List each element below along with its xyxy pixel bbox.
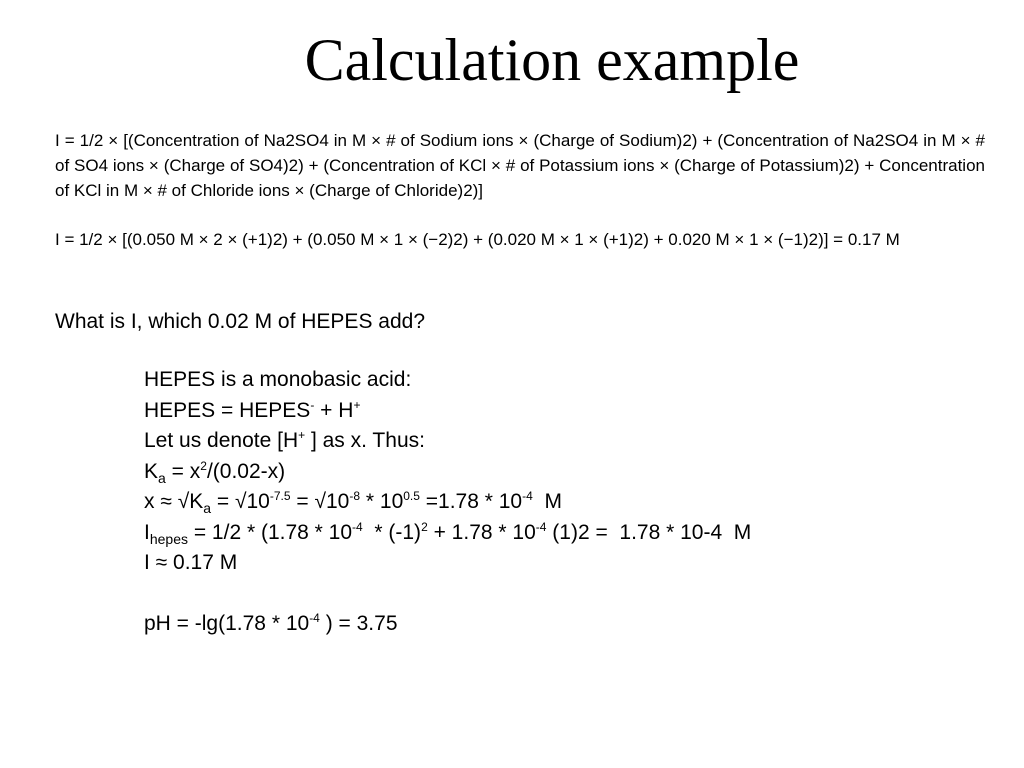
text: + H [314,398,354,422]
superscript: + [353,397,361,412]
text: ) = 3.75 [319,612,398,635]
text: ] as x. Thus: [305,429,425,452]
text: HEPES is a monobasic acid: [144,368,412,391]
line-dissociation [144,396,751,427]
superscript: -4 [535,519,547,534]
slide-title: Calculation example [304,27,800,93]
superscript: -4 [309,611,320,625]
text: + 1.78 * 10 [427,520,536,544]
superscript: -8 [349,489,361,503]
superscript: -4 [352,519,363,534]
line-i-total [144,548,751,579]
ionic-strength-general-formula: I = 1/2 × [(Concentration of Na2SO4 in M × # of Sodium ions × (Charge of Sodium)2) + (Concentration of Na2SO4 in M × # of SO4 ions × (Charge of SO4)2) + (Concentration of KCl × # of Potassium ions × (Charge of Potassium)2) + Concentration of KCl in M × # of Chloride ions × (Charge of Chloride)2)] [55,131,985,200]
hepes-question: What is I, which 0.02 M of HEPES add? [55,310,426,333]
superscript: - [310,397,315,412]
line-monobasic [144,365,751,396]
text: I ≈ 0.17 M [144,551,238,574]
text: HEPES = HEPES [144,398,311,422]
text: I [144,520,150,544]
text: x ≈ √K [144,490,204,513]
spacer [144,579,751,610]
text: K [144,459,159,483]
ionic-strength-numeric-formula: I = 1/2 × [(0.050 M × 2 × (+1)2) + (0.050 M × 1 × (−2)2) + (0.020 M × 1 × (+1)2) + 0.020 M × 1 × (−1)2)] = 0.17 M [55,230,900,249]
superscript: + [298,428,306,442]
text: = 1/2 * (1.78 * 10 [188,520,353,544]
superscript: 0.5 [403,489,420,503]
line-ph [144,609,751,640]
text: /(0.02-x) [206,459,286,483]
superscript: 2 [421,519,428,534]
superscript: -7.5 [269,489,291,503]
subscript: a [158,469,166,486]
text: = x [165,459,201,483]
subscript: a [203,500,212,516]
line-i-hepes [144,518,751,549]
superscript: 2 [200,458,207,473]
text: = √10 [211,490,270,513]
text: pH = -lg(1.78 * 10 [144,612,310,635]
line-denote [144,426,751,457]
text: * (-1) [362,520,422,544]
text: = √10 [290,490,350,513]
hepes-calculation [144,365,751,640]
text: Let us denote [H [144,429,299,452]
text: M [532,490,562,513]
text: =1.78 * 10 [419,490,523,513]
line-ka [144,457,751,488]
text: * 10 [360,490,404,513]
text: (1)2 = 1.78 * 10-4 M [546,520,752,544]
subscript: hepes [149,530,188,547]
line-x-value [144,487,751,518]
superscript: -4 [522,489,533,503]
